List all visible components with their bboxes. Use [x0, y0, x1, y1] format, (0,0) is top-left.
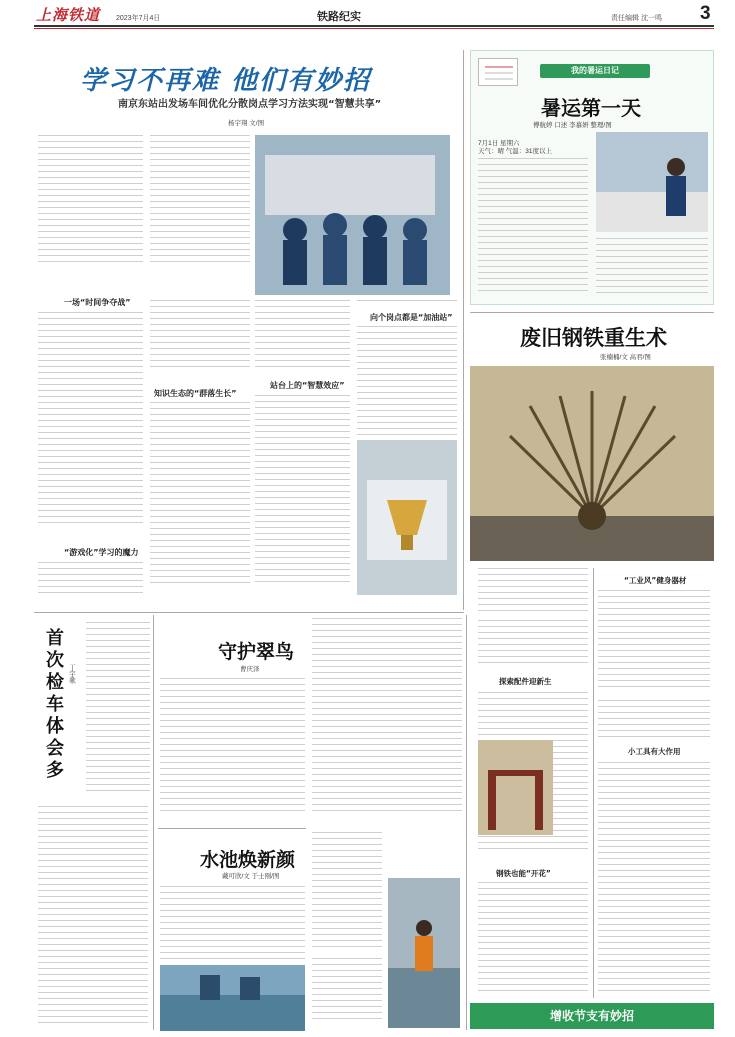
- header-accent-rule: [34, 28, 714, 29]
- column-divider-main: [463, 50, 464, 610]
- steel-byline: 张楠楠/文 高君/图: [600, 354, 651, 361]
- steel-title: 废旧钢铁重生术: [520, 326, 667, 350]
- diary-bottom-rule: [470, 312, 714, 313]
- main-body-col1: [38, 135, 143, 285]
- steel-sub-heading-2: 探索配件迎新生: [499, 677, 552, 686]
- steel-body-col2c: [598, 762, 710, 1002]
- main-byline: 杨宇翔 文/图: [228, 120, 265, 127]
- main-body-col4b: [357, 326, 457, 446]
- section-title: 铁路纪实: [317, 10, 361, 23]
- first-check-title: 首次检车体会多: [43, 628, 64, 782]
- main-body-col1c: [38, 562, 143, 602]
- emerald-bottom-rule: [158, 828, 306, 829]
- steel-body-col1a: [478, 568, 588, 618]
- diary-badge: 我的暑运日记: [540, 64, 650, 78]
- pool-body-col2: [312, 832, 382, 952]
- section-rule-lower: [34, 612, 464, 613]
- issue-date: 2023年7月4日: [116, 15, 161, 22]
- main-body-col3a: [255, 300, 350, 375]
- trophy-scene: [357, 440, 457, 595]
- notebook-svg: [479, 59, 519, 87]
- pool-photo: [160, 965, 305, 1031]
- diary-body-col1: [478, 158, 588, 298]
- header-rule: [34, 25, 714, 27]
- steel-sub-heading-4: 钢铁也能“开花”: [496, 869, 551, 878]
- main-sub-heading-4: 站台上的“智慧效应”: [270, 381, 345, 390]
- first-check-divider: [153, 615, 154, 1030]
- pool-body-col3: [312, 958, 382, 1028]
- main-body-col1b: [38, 312, 143, 542]
- steel-photo-2: [478, 740, 553, 835]
- steel-photo: [470, 366, 714, 561]
- emerald-body-col2: [312, 618, 462, 818]
- steel-sub-heading-3: 小工具有大作用: [628, 747, 681, 756]
- diary-photo: [596, 132, 708, 232]
- main-sub-heading-1: 一场“时间争夺战”: [64, 298, 131, 307]
- steel-column-divider: [593, 568, 594, 998]
- pool-title: 水池焕新颜: [200, 849, 296, 871]
- steel-body-col1b: [478, 620, 588, 670]
- main-body-col2c: [150, 402, 250, 597]
- steel-flower-scene: [470, 366, 714, 561]
- main-sub-heading-5: 向个岗点都是“加油站”: [370, 313, 453, 322]
- pool-body-col1: [160, 886, 305, 966]
- main-body-col4a: [357, 300, 457, 308]
- steel-body-col2a: [598, 590, 710, 695]
- editor-credit: 责任编辑 沈一鸣: [611, 15, 662, 22]
- main-photo: [255, 135, 450, 295]
- main-body-col3b: [255, 395, 350, 595]
- diary-weather: 天气：晴 气温：31度以上: [478, 148, 553, 155]
- pool-worker-scene: [388, 878, 460, 1028]
- main-sub-heading-2: “游戏化”学习的魔力: [64, 548, 139, 557]
- notebook-icon: [478, 58, 518, 86]
- diary-body-col2: [596, 238, 708, 298]
- main-subheadline: 南京东站出发场车间优化分散岗点学习方法实现“智慧共享”: [118, 99, 382, 110]
- emerald-body-col1: [160, 678, 305, 818]
- right-column-divider: [466, 615, 467, 1030]
- diary-scene: [596, 132, 708, 232]
- pool-scene: [160, 965, 305, 1031]
- first-check-body-col1: [86, 622, 150, 797]
- steel-body-col2b: [598, 700, 710, 742]
- main-photo-2: [357, 440, 457, 595]
- emerald-author: 曹庆泽: [240, 666, 260, 673]
- pool-author: 戴可欣/文 于士刚/图: [222, 873, 280, 880]
- emerald-title: 守护翠鸟: [218, 641, 295, 663]
- first-check-author: 丁宇歌: [68, 664, 76, 684]
- newspaper-logo: 上海铁道: [36, 6, 101, 24]
- page-number: 3: [700, 3, 711, 24]
- steel-body-col1d: [478, 882, 588, 1002]
- fitness-equipment-scene: [478, 740, 553, 835]
- steel-sub-heading-1: “工业风”健身器材: [624, 576, 687, 585]
- diary-byline: 傅航婷 口述 李慕妍 整理/图: [533, 122, 612, 129]
- pool-photo-2: [388, 878, 460, 1028]
- main-headline: 学习不再难 他们有妙招: [80, 66, 372, 96]
- main-body-col2: [150, 135, 250, 283]
- diary-dateline: 7月1日 星期六: [478, 140, 520, 147]
- first-check-body-col2: [38, 806, 148, 1031]
- main-body-col2b: [150, 300, 250, 380]
- steel-banner: 增收节支有妙招: [470, 1003, 714, 1029]
- main-photo-scene: [255, 135, 450, 295]
- main-sub-heading-3: 知识生态的“群落生长”: [154, 389, 237, 398]
- diary-title: 暑运第一天: [541, 96, 641, 120]
